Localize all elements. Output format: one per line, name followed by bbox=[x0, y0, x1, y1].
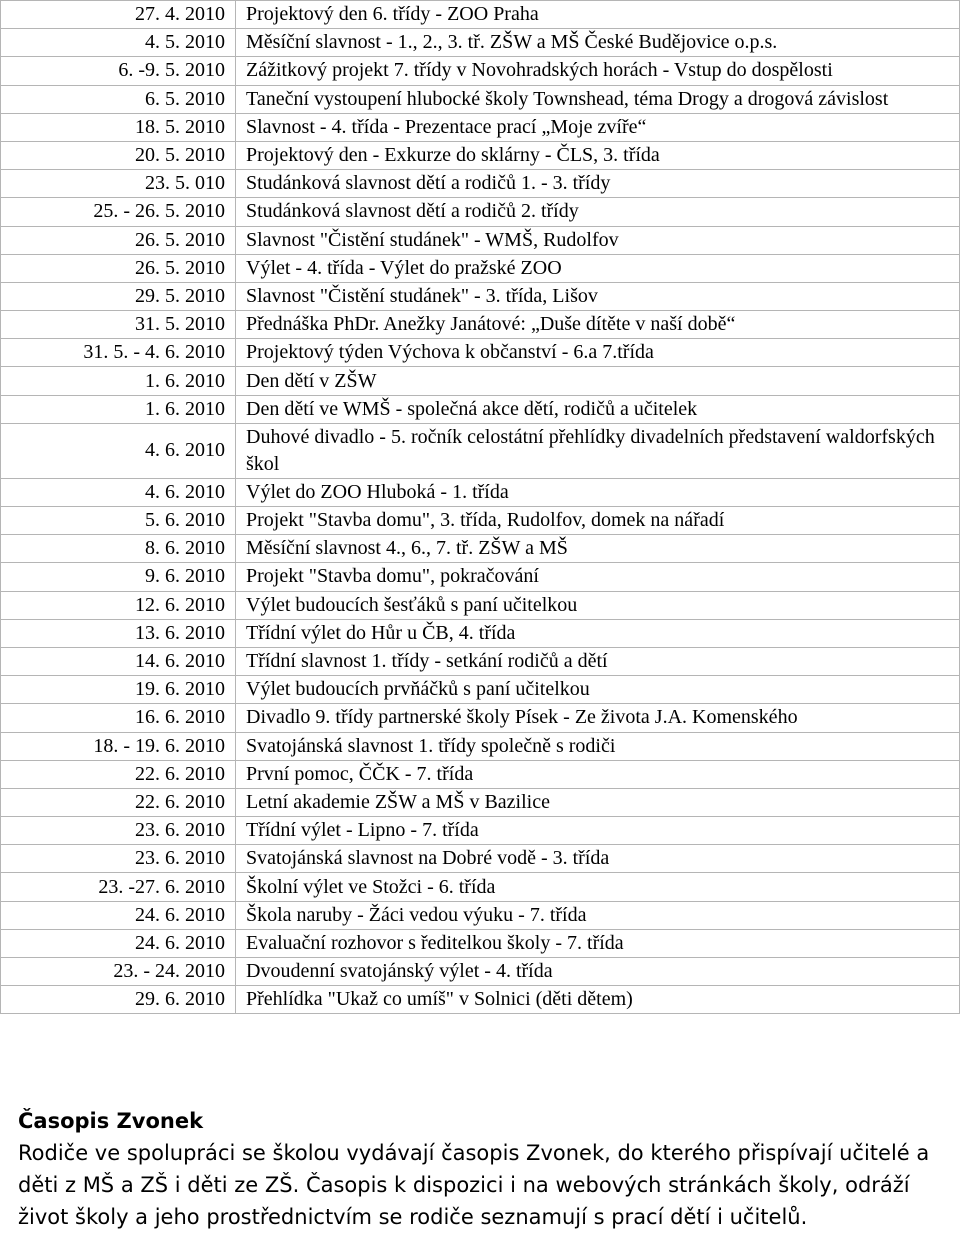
event-description: Školní výlet ve Stožci - 6. třída bbox=[236, 873, 960, 901]
event-date: 4. 5. 2010 bbox=[1, 29, 236, 57]
table-row bbox=[1, 141, 960, 169]
event-date: 31. 5. 2010 bbox=[1, 311, 236, 339]
event-date: 29. 5. 2010 bbox=[1, 282, 236, 310]
event-date: 4. 6. 2010 bbox=[1, 478, 236, 506]
event-description: Dvoudenní svatojánský výlet - 4. třída bbox=[236, 958, 960, 986]
event-date: 27. 4. 2010 bbox=[1, 1, 236, 29]
event-date: 23. 5. 010 bbox=[1, 170, 236, 198]
event-description: Projekt "Stavba domu", 3. třída, Rudolfov, domek na nářadí bbox=[236, 507, 960, 535]
event-description: Projektový den - Exkurze do sklárny - ČLS, 3. třída bbox=[236, 141, 960, 169]
event-date: 22. 6. 2010 bbox=[1, 760, 236, 788]
event-description: Projektový den 6. třídy - ZOO Praha bbox=[236, 1, 960, 29]
event-description: První pomoc, ČČK - 7. třída bbox=[236, 760, 960, 788]
table-row bbox=[1, 57, 960, 85]
event-date: 29. 6. 2010 bbox=[1, 986, 236, 1014]
table-row bbox=[1, 367, 960, 395]
table-row bbox=[1, 254, 960, 282]
section-heading: Časopis Zvonek bbox=[18, 1109, 204, 1133]
zvonek-section bbox=[18, 1105, 948, 1233]
table-row bbox=[1, 901, 960, 929]
table-row bbox=[1, 85, 960, 113]
table-row bbox=[1, 845, 960, 873]
table-row bbox=[1, 29, 960, 57]
section-body: Rodiče ve spolupráci se školou vydávají časopis Zvonek, do kterého přispívají učitelé a děti z MŠ a ZŠ i děti ze ZŠ. Časopis k dispozici i na webových stránkách školy, odráží život školy a jeho prostřednictvím se rodiče seznamují s prací dětí i učitelů. bbox=[18, 1141, 930, 1229]
event-description: Letní akademie ZŠW a MŠ v Bazilice bbox=[236, 788, 960, 816]
event-date: 5. 6. 2010 bbox=[1, 507, 236, 535]
event-date: 18. - 19. 6. 2010 bbox=[1, 732, 236, 760]
table-row bbox=[1, 704, 960, 732]
event-description: Projekt "Stavba domu", pokračování bbox=[236, 563, 960, 591]
table-row bbox=[1, 732, 960, 760]
event-description: Studánková slavnost dětí a rodičů 2. třídy bbox=[236, 198, 960, 226]
event-description: Duhové divadlo - 5. ročník celostátní přehlídky divadelních představení waldorfských škol bbox=[236, 423, 960, 478]
event-date: 25. - 26. 5. 2010 bbox=[1, 198, 236, 226]
table-row bbox=[1, 563, 960, 591]
event-date: 9. 6. 2010 bbox=[1, 563, 236, 591]
event-date: 20. 5. 2010 bbox=[1, 141, 236, 169]
event-date: 31. 5. - 4. 6. 2010 bbox=[1, 339, 236, 367]
event-date: 13. 6. 2010 bbox=[1, 619, 236, 647]
event-date: 26. 5. 2010 bbox=[1, 254, 236, 282]
event-description: Slavnost "Čistění studánek" - WMŠ, Rudolfov bbox=[236, 226, 960, 254]
event-description: Projektový týden Výchova k občanství - 6.a 7.třída bbox=[236, 339, 960, 367]
event-date: 26. 5. 2010 bbox=[1, 226, 236, 254]
table-row bbox=[1, 507, 960, 535]
event-description: Slavnost "Čistění studánek" - 3. třída, Lišov bbox=[236, 282, 960, 310]
event-date: 23. -27. 6. 2010 bbox=[1, 873, 236, 901]
event-description: Výlet budoucích šesťáků s paní učitelkou bbox=[236, 591, 960, 619]
event-date: 12. 6. 2010 bbox=[1, 591, 236, 619]
event-date: 16. 6. 2010 bbox=[1, 704, 236, 732]
event-description: Přehlídka "Ukaž co umíš" v Solnici (děti dětem) bbox=[236, 986, 960, 1014]
event-date: 19. 6. 2010 bbox=[1, 676, 236, 704]
event-description: Výlet budoucích prvňáčků s paní učitelkou bbox=[236, 676, 960, 704]
event-description: Svatojánská slavnost 1. třídy společně s rodiči bbox=[236, 732, 960, 760]
event-description: Třídní výlet do Hůr u ČB, 4. třída bbox=[236, 619, 960, 647]
event-description: Den dětí ve WMŠ - společná akce dětí, rodičů a učitelek bbox=[236, 395, 960, 423]
table-row bbox=[1, 619, 960, 647]
table-row bbox=[1, 113, 960, 141]
event-date: 22. 6. 2010 bbox=[1, 788, 236, 816]
table-row bbox=[1, 591, 960, 619]
event-description: Evaluační rozhovor s ředitelkou školy - 7. třída bbox=[236, 929, 960, 957]
table-row bbox=[1, 647, 960, 675]
table-row bbox=[1, 311, 960, 339]
table-row bbox=[1, 198, 960, 226]
table-row bbox=[1, 170, 960, 198]
event-date: 8. 6. 2010 bbox=[1, 535, 236, 563]
event-date: 1. 6. 2010 bbox=[1, 367, 236, 395]
event-description: Měsíční slavnost - 1., 2., 3. tř. ZŠW a MŠ České Budějovice o.p.s. bbox=[236, 29, 960, 57]
table-row bbox=[1, 339, 960, 367]
event-date: 23. 6. 2010 bbox=[1, 845, 236, 873]
event-description: Studánková slavnost dětí a rodičů 1. - 3. třídy bbox=[236, 170, 960, 198]
event-description: Výlet do ZOO Hluboká - 1. třída bbox=[236, 478, 960, 506]
event-description: Přednáška PhDr. Anežky Janátové: „Duše dítěte v naší době“ bbox=[236, 311, 960, 339]
table-row bbox=[1, 929, 960, 957]
events-table-body bbox=[1, 1, 960, 1014]
event-date: 23. 6. 2010 bbox=[1, 817, 236, 845]
event-date: 18. 5. 2010 bbox=[1, 113, 236, 141]
event-description: Třídní výlet - Lipno - 7. třída bbox=[236, 817, 960, 845]
table-row bbox=[1, 873, 960, 901]
event-description: Divadlo 9. třídy partnerské školy Písek - Ze života J.A. Komenského bbox=[236, 704, 960, 732]
table-row bbox=[1, 958, 960, 986]
table-row bbox=[1, 478, 960, 506]
event-date: 1. 6. 2010 bbox=[1, 395, 236, 423]
table-row bbox=[1, 226, 960, 254]
event-date: 24. 6. 2010 bbox=[1, 929, 236, 957]
event-date: 24. 6. 2010 bbox=[1, 901, 236, 929]
table-row bbox=[1, 760, 960, 788]
table-row bbox=[1, 817, 960, 845]
table-row bbox=[1, 282, 960, 310]
event-date: 4. 6. 2010 bbox=[1, 423, 236, 478]
event-date: 6. 5. 2010 bbox=[1, 85, 236, 113]
event-description: Slavnost - 4. třída - Prezentace prací „Moje zvíře“ bbox=[236, 113, 960, 141]
table-row bbox=[1, 395, 960, 423]
event-date: 14. 6. 2010 bbox=[1, 647, 236, 675]
table-row bbox=[1, 535, 960, 563]
table-row bbox=[1, 423, 960, 478]
event-description: Den dětí v ZŠW bbox=[236, 367, 960, 395]
table-row bbox=[1, 1, 960, 29]
event-description: Výlet - 4. třída - Výlet do pražské ZOO bbox=[236, 254, 960, 282]
event-description: Škola naruby - Žáci vedou výuku - 7. třída bbox=[236, 901, 960, 929]
table-row bbox=[1, 986, 960, 1014]
event-date: 6. -9. 5. 2010 bbox=[1, 57, 236, 85]
event-description: Třídní slavnost 1. třídy - setkání rodičů a dětí bbox=[236, 647, 960, 675]
event-description: Zážitkový projekt 7. třídy v Novohradských horách - Vstup do dospělosti bbox=[236, 57, 960, 85]
table-row bbox=[1, 788, 960, 816]
table-row bbox=[1, 676, 960, 704]
event-date: 23. - 24. 2010 bbox=[1, 958, 236, 986]
event-description: Měsíční slavnost 4., 6., 7. tř. ZŠW a MŠ bbox=[236, 535, 960, 563]
event-description: Svatojánská slavnost na Dobré vodě - 3. třída bbox=[236, 845, 960, 873]
event-description: Taneční vystoupení hlubocké školy Townshead, téma Drogy a drogová závislost bbox=[236, 85, 960, 113]
